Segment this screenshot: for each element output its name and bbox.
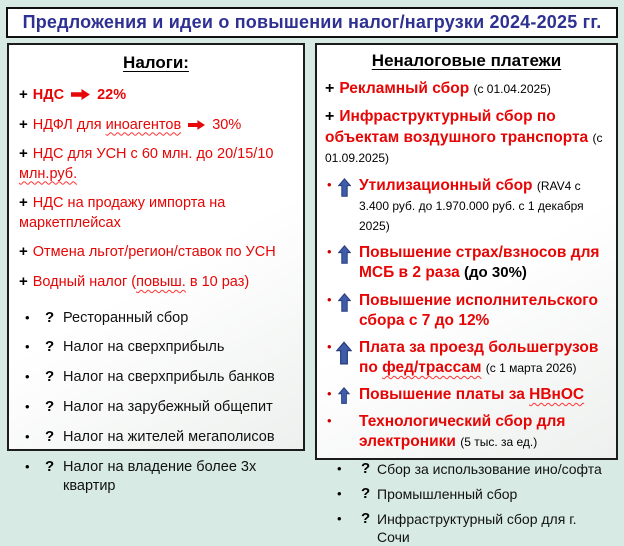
- bullet-marker: •: [25, 309, 30, 325]
- question-item-text: Инфраструктурный сбор для г. Сочи: [377, 510, 577, 546]
- up-arrow-icon: [336, 340, 352, 366]
- bullet-marker: •: [337, 510, 342, 526]
- question-marker: ?: [45, 398, 55, 416]
- bullet-marker: •: [327, 244, 332, 260]
- question-item: [19, 368, 293, 387]
- fee-item-note: (с 01.04.2025): [473, 82, 551, 96]
- question-item-text: Налог на владение более 3х квартир: [63, 458, 257, 494]
- fee-item-text: Повышение исполнительского сбора с 7 до 12%: [359, 291, 599, 329]
- fee-item-note-bold: (до 30%): [464, 264, 527, 282]
- bullet-marker: •: [327, 413, 332, 429]
- nontax-header: Неналоговые платежи: [371, 51, 562, 70]
- tax-item-water: [19, 272, 293, 293]
- fee-item-note: (с 1 марта 2026): [485, 360, 577, 375]
- bullet-marker: •: [327, 338, 332, 354]
- squiggle-word: иноагентов: [105, 116, 182, 133]
- question-marker: ?: [361, 509, 371, 527]
- fee-item-air-infra: [325, 106, 608, 168]
- question-item-text: Налог на жителей мегаполисов: [63, 428, 275, 445]
- tax-item-text: НДС для УСН с 60 млн. до 20/15/10: [32, 146, 274, 163]
- tax-item-text: в 10 раз): [185, 273, 250, 290]
- squiggle-word: повыш.: [136, 273, 186, 290]
- bullet-marker: •: [25, 369, 30, 385]
- fee-item-trucks: [325, 338, 608, 378]
- question-marker: ?: [45, 457, 55, 475]
- tax-item-vat: [19, 85, 293, 106]
- bullet-marker: •: [327, 291, 332, 307]
- fee-item-text: Рекламный сбор: [339, 80, 470, 97]
- bullet-marker: •: [25, 399, 30, 415]
- question-marker: ?: [361, 459, 371, 477]
- bullet-marker: •: [25, 458, 30, 474]
- plus-marker: +: [19, 115, 28, 133]
- fee-item-text: Плата за проезд большегрузов по: [359, 338, 599, 376]
- plus-marker: +: [19, 243, 28, 261]
- fee-item-note: (RAV4 с 3.400 руб. до 1.970.000 руб. с 1 декабря 2025): [359, 178, 584, 234]
- question-item-text: Ресторанный сбор: [63, 309, 189, 326]
- squiggle-word: НВнОС: [529, 386, 585, 404]
- tax-item-value: 22%: [97, 87, 127, 103]
- tax-item-ndfl: [19, 115, 293, 136]
- bullet-marker: •: [327, 176, 332, 192]
- question-marker: ?: [45, 338, 55, 356]
- question-item-text: Сбор за использование ино/софта: [377, 460, 602, 477]
- fee-item-recycling: [325, 176, 608, 236]
- right-arrow-icon: [188, 120, 205, 130]
- question-marker: ?: [45, 427, 55, 445]
- question-item: [19, 458, 293, 496]
- tax-item-usn-benefits: [19, 242, 293, 263]
- up-arrow-icon: [338, 178, 351, 197]
- taxes-panel: [7, 43, 305, 494]
- fee-item-nvos: [325, 385, 608, 405]
- tax-item-text: Водный налог (: [32, 273, 137, 290]
- plus-marker: +: [325, 108, 335, 126]
- question-item: [325, 485, 608, 503]
- fee-item-text: Повышение платы за: [359, 386, 530, 404]
- fee-item-enforcement: [325, 291, 608, 331]
- up-arrow-icon: [338, 245, 351, 264]
- question-marker: ?: [45, 368, 55, 386]
- fee-item-text: Повышение страх/взносов для МСБ в 2 раза: [359, 244, 600, 282]
- bullet-marker: •: [337, 460, 342, 476]
- squiggle-word: фед/трассам: [382, 358, 482, 376]
- squiggle-word: млн.руб.: [19, 165, 78, 182]
- question-item: [19, 398, 293, 417]
- up-arrow-icon: [338, 387, 350, 404]
- fee-item-text: Утилизационный сбор: [359, 176, 533, 194]
- up-arrow-icon: [338, 293, 351, 312]
- taxes-header: Налоги:: [123, 53, 189, 72]
- question-item: [325, 510, 608, 546]
- right-arrow-icon: [71, 89, 90, 100]
- tax-item-usn-vat: [19, 144, 293, 184]
- nontax-panel: [315, 43, 618, 546]
- question-item-text: Налог на сверхприбыль банков: [63, 369, 275, 386]
- plus-marker: +: [19, 145, 28, 163]
- fee-item-text: Инфраструктурный сбор по объектам воздушного транспорта: [325, 108, 589, 146]
- fee-item-note: (5 тыс. за ед.): [460, 435, 538, 450]
- question-item: [325, 460, 608, 478]
- plus-marker: +: [325, 80, 335, 97]
- columns: [7, 43, 618, 546]
- plus-marker: +: [19, 194, 28, 212]
- tax-item-text: Отмена льгот/регион/ставок по УСН: [32, 244, 276, 261]
- plus-marker: +: [19, 86, 28, 103]
- tax-item-value: 30%: [212, 116, 242, 133]
- page-title: [6, 7, 618, 38]
- fee-item-ads: [325, 78, 608, 99]
- tax-item-import: [19, 193, 293, 233]
- question-marker: ?: [45, 308, 55, 326]
- fee-item-tech: [325, 412, 608, 452]
- question-item-text: Налог на сверхприбыль: [63, 339, 225, 356]
- tax-item-text: НДС на продажу импорта на маркетплейсах: [19, 195, 226, 231]
- plus-marker: +: [19, 272, 28, 290]
- bullet-marker: •: [327, 386, 332, 402]
- page-title-text: Предложения и идеи о повышении налог/нагрузки 2024-2025 гг.: [22, 12, 602, 32]
- bullet-marker: •: [337, 485, 342, 501]
- question-item-text: Промышленный сбор: [377, 485, 518, 502]
- tax-item-text: НДС: [32, 87, 65, 103]
- fee-item-note: (с 01.09.2025): [325, 130, 603, 166]
- question-item-text: Налог на зарубежный общепит: [63, 399, 273, 416]
- question-item: [19, 428, 293, 447]
- question-marker: ?: [361, 484, 371, 502]
- fee-item-insurance: [325, 243, 608, 283]
- question-item: [19, 309, 293, 328]
- bullet-marker: •: [25, 339, 30, 355]
- question-item: [19, 338, 293, 357]
- tax-item-text: НДФЛ для: [32, 116, 106, 133]
- bullet-marker: •: [25, 428, 30, 444]
- fee-item-text: Технологический сбор для электроники: [359, 413, 566, 451]
